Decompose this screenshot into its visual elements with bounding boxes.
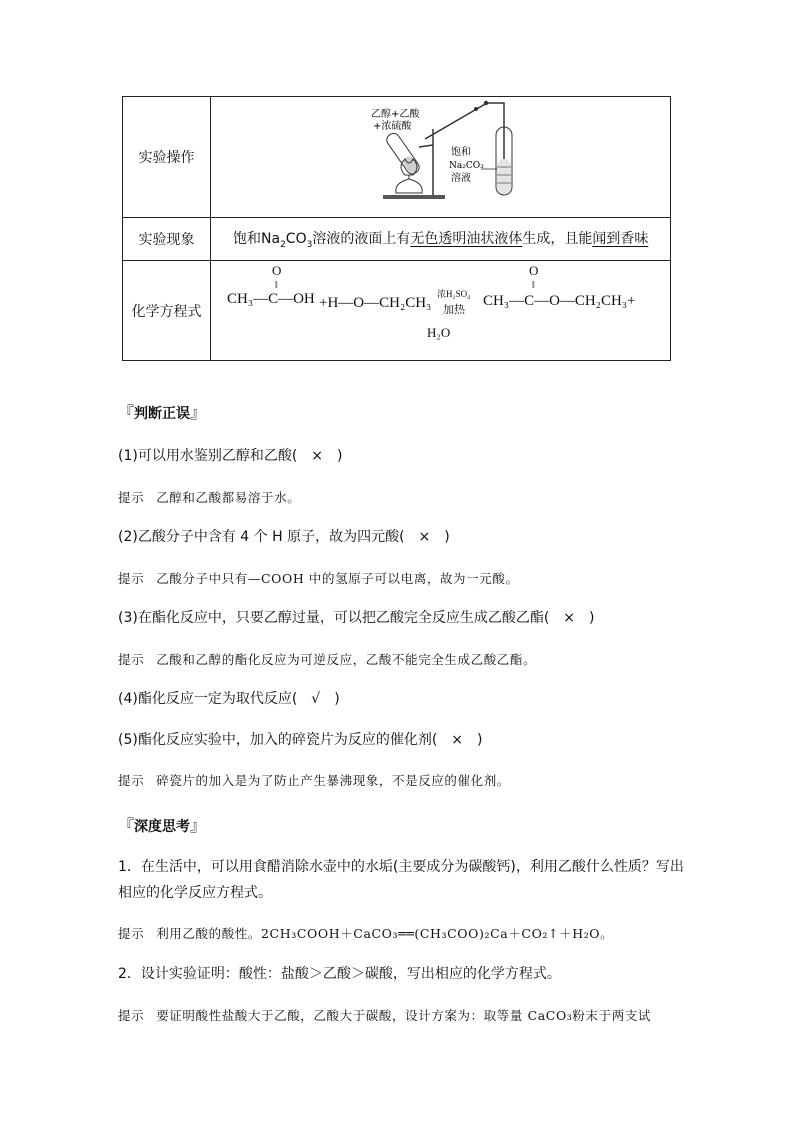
question-2: (2)乙酸分子中含有 4 个 H 原子，故为四元酸( × ) [118,529,450,545]
question-1: (1)可以用水鉴别乙醇和乙酸( × ) [118,448,343,464]
section-title-judgement: 『判断正误』 [118,403,207,422]
think-2-line-1: 2．设计实验证明：酸性：盐酸＞乙酸＞碳酸，写出相应的化学方程式。 [118,966,561,982]
apparatus-diagram [211,97,670,217]
row-label-equation: 化学方程式 [123,261,211,361]
hint-2: 提示 乙酸分子中只有—COOH 中的氢原子可以电离，故为一元酸。 [118,571,519,586]
hint-3: 提示 乙酸和乙醇的酯化反应为可逆反应，乙酸不能完全生成乙酸乙酯。 [118,652,537,667]
reagent-label-2: +浓硫酸 [373,121,412,132]
section-title-thinking: 『深度思考』 [118,816,207,835]
question-5: (5)酯化反应实验中，加入的碎瓷片为反应的催化剂( × ) [118,732,483,748]
equation-product-ester: CH₃—C—O—CH₂CH₃+ [483,293,636,309]
double-bond-2: ‖ [532,280,535,291]
condition-bottom: 加热 [443,304,465,316]
equation-reactant-alcohol: +H—O—CH₂CH₃ [319,295,432,311]
observation-text: 饱和$Na_2CO_3$溶液的液面上有无色透明油状液体生成，且能闻到香味 [211,218,671,261]
row-label-phenomenon: 实验现象 [123,218,211,261]
think-1-line-1: 1．在生活中，可以用食醋消除水壶中的水垢(主要成分为碳酸钙)，利用乙酸什么性质？写出 [118,859,684,875]
think-2-hint: 提示 要证明酸性盐酸大于乙酸，乙酸大于碳酸，设计方案为：取等量 CaCO₃粉末于两支试 [118,1008,652,1023]
carbonyl-o-2: O [529,263,539,278]
reagent-label-1: 乙醇+乙酸 [371,109,420,120]
equation-product-water: H₂O [427,325,451,340]
hint-1: 提示 乙醇和乙酸都易溶于水。 [118,490,301,505]
question-3: (3)在酯化反应中，只要乙醇过量，可以把乙酸完全反应生成乙酸乙酯( × ) [118,610,595,626]
condition-top: 浓H₂SO₄ [437,289,471,299]
solution-label-2: Na₂CO₃ [449,161,484,171]
equation-reactant-acid: CH₃—C—OH [227,291,315,307]
double-bond-1: ‖ [275,280,278,291]
equation-cell [211,261,671,361]
carbonyl-o-1: O [272,263,282,278]
solution-label-1: 饱和 [451,147,471,158]
think-1-line-2: 相应的化学反应方程式。 [118,885,272,901]
hint-5: 提示 碎瓷片的加入是为了防止产生暴沸现象，不是反应的催化剂。 [118,773,510,788]
question-4: (4)酯化反应一定为取代反应( √ ) [118,691,340,707]
apparatus-cell [211,97,671,218]
experiment-table [122,96,671,361]
row-label-operation: 实验操作 [123,97,211,218]
think-1-hint: 提示 利用乙酸的酸性。2CH₃COOH＋CaCO₃══(CH₃COO)₂Ca＋CO₂↑＋H₂O。 [118,926,614,941]
solution-label-3: 溶液 [451,173,471,184]
